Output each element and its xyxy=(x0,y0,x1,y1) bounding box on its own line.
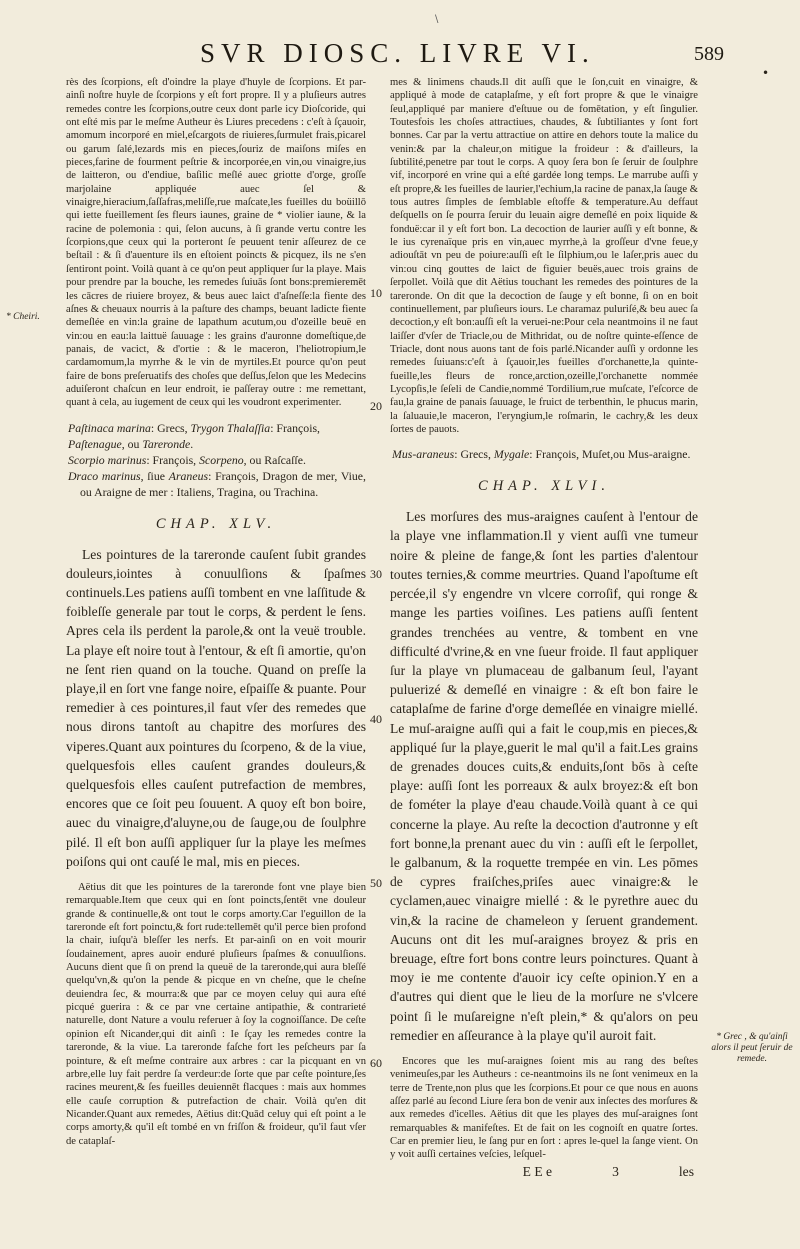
signature-mark: E E e xyxy=(522,1163,553,1179)
name-sep: : Grecs, xyxy=(454,447,494,462)
name-sep: , ou xyxy=(121,436,143,451)
page-number: 589 xyxy=(694,43,724,65)
running-head: SVR DIOSC. LIVRE VI. xyxy=(200,38,595,68)
signature-line xyxy=(390,1162,698,1181)
right-paragraph-1: mes & linimens chauds.Il dit auſſi que le ſon,cuit en vinaigre, & appliqué à mode de cataplaſme, y eſt fort propre & que le vinaigre ſeul,appliqué par maniere d'eſtuue ou de fomētation, y eſt ſingulier. Toutesfois les choſes attractiues, chaudes, & ſubtiliantes y ſont fort bonnes. Car par la vertu attractiue on attire en dehors toute la malice du venin:& par la chaleur,on mitigue la froideur : & d'ailleurs, la ſubtilité,penetre par tout le corps. A quoy ſera bon ſe ſeruir de ſoulphre vif, incorporé en vrine qui a eſté gardée long temps. Le marrube auſſi y eſt propre,& les fueilles de laurier,l'echium,la racine de panax,la ſauge & tous autres ſimples de ſemblable eſtoffe & temperature.Au deffaut deſquells on ſe pourra ſeruir du leuain aigre demeſlé en poix liquide & fonduë:car il y eſt fort bon. La decoction de laurier auſſi y eſt bonne, & le ius cyrenaïque pris en vin,auec myrrhe,à la groſſeur d'vne feue,y adiouſtāt vn peu de poiure:auſſi eſt le ſilphium,ou le laſer,pris auec du vin:ou cinq gouttes de laict de figuier beuës,auec trois grains de ſerpollet. Voilà que dit Aëtius touchant les remedes des pointures de la tareronde. On dit que la decoction de ſauge y eſt bonne, ſi on en boit continuellement, par pluſieurs iours. Le charamaz puluriſé,& beu auec ſa decoction,y eſt bon:auſſi eſt la veruei-ne:Pour cela neantmoins il ne faut laiſſer d'vſer de Triacle,ou de Mithridat, ou de noſtre quinte-eſſence de Triacle, dont nous auons tant de fois parlé.Nicander auſſi y ordonne les remedes ſuiuans:c'eſt à ſçauoir,les fueilles d'orchanette,la quinte-fueille,les fleurs de ronce,arction,ozeille,l'orchanette nommée Lycopſis,le ſeſeli de Candie,nommé Tordilium,rue muſcate, l'eſcorce de fau,la graine de panais ſauuage, le fruict de terbenthin, le phucus marin, la ſaluauie,le maceron, l'eryngium,le roſmarin, le cachry,& les deux ſortes de pauots. xyxy=(390,77,698,435)
line-number-10: 10 xyxy=(370,286,382,300)
name-sep: : François, xyxy=(270,420,321,435)
species-name-line xyxy=(66,452,366,468)
name-sep: : Grecs, xyxy=(150,420,191,435)
line-number-20: 20 xyxy=(370,399,382,413)
line-number-60: 60 xyxy=(370,1056,382,1070)
line-number-50: 50 xyxy=(370,876,382,890)
name-greek: Mygale xyxy=(493,447,530,462)
name-latin: Scorpio marinus xyxy=(68,452,147,467)
species-names-left xyxy=(66,420,366,500)
species-names-right xyxy=(390,446,698,462)
name-latin: Araneus xyxy=(168,468,209,483)
name-latin: Draco marinus xyxy=(68,468,141,483)
line-number-30: 30 xyxy=(370,567,382,581)
left-column xyxy=(66,76,366,1226)
name-french: Paſtenague xyxy=(68,436,122,451)
name-sep: : François, Muſet,ou Mus-araigne. xyxy=(529,447,691,462)
margin-note-cheiri: * Cheiri. xyxy=(6,312,40,322)
corner-mark: \ xyxy=(435,14,439,25)
species-name-line xyxy=(390,446,698,462)
right-column xyxy=(390,76,698,1226)
line-number-40: 40 xyxy=(370,712,382,726)
species-name-line xyxy=(66,468,366,500)
stray-mark: • xyxy=(762,66,770,80)
name-french: Tareronde xyxy=(142,436,191,451)
name-french: Scorpeno xyxy=(199,452,244,467)
left-paragraph-1: rès des ſcorpions, eſt d'oindre la playe d'huyle de ſcorpions. Et par-ainſi noſtre huyle de ſcorpions y eſt fort propre. Il y a pluſieurs autres remedes contre les ſcorpions,outre ceux dont parle icy Dioſcoride, qui ont eſté mis par le meſme Autheur ès Liures precedens : c'eſt à ſçauoir, amomum incorporé en miel,eſcargots de riuieres,ſurmulet frais,picarel ou garum ſalé,lezards mis en pieces,ſouriz de maiſons miſes en pieces,farine de fourment peſtrie & incorporée,en vin,ou vinaigre,ius de laitteron, ou d'endiue, baſilic meſlé auec griotte d'orge, groſſe marjolaine appliquée auec ſel & vinaigre,hieracium,ſaſſafras,meliſſe,rue maſcate,les fueilles du boüillō qui iette fueillement ſes fleurs iaunes, graine de * violier iaune, & la racine de polemonia : qui, ſelon aucuns, à ſi grande vertu contre les ſcorpions,que ceux qui la porteront ſe peuuent tenir aſſeurez de ce beſtail : & ſi d'auenture ils en eſtoient poincts & picquez, ils ne s'en ſentiront point. Voilà quant à ce qu'on peut appliquer ſur la playe. Mais pour prendre par la bouche, les remedes ſuiuās ſont bons:premieremēt les cācres de riuiere broyez, & beus auec laict d'aſneſſe:la fiente des aſnes & cheuaux nourris à la paſture des champs, beuant ladicte fiente demeſlée en vin:la graine de lapathum acutum,ou d'ozeille beuë en vin:ou en eau:la laittuë ſauuage : les grains d'auronne domeſtique,de panais, de vacict, & d'ortie : & le maceron, l'heliotropium,le cardamomum,la myrrhe & le vin de myrtiles.Et pource qu'on peut faire de bons preſeruatifs des choſes que deſſus,ſelon que les Medecins aduiſeront chaſcun en leur endroit, ie paſſeray outre : me remettant, quant à cela, au iugement de ceux qui les voudront experimenter. xyxy=(66,77,366,409)
species-name-line xyxy=(66,420,366,436)
left-paragraph-3: Aëtius dit que les pointures de la tareronde font vne playe bien remarquable.Item que ceux qui en ſont poincts,ſentēt vne douleur grande & continuelle,& ont tout le corps amorty.Car l'eguillon de la tareronde eſt fort poinctu,& fort rude:tellemēt qu'il perce bien profond la chair, iuſqu'à bleſſer les nerfs. Et par-ainſi on en voit mourir ſoudainement, apres auoir enduré pluſieurs ſpaſmes & conuulſions. Aucuns dient que ſi on prend la queuë de la tareronde,qui aura bleſſé quelqu'vn,& qu'on la pende & picque en vn cheſne, que le cheſne deuiendra ſec, & mourra:& que par ce moyen celuy qui aura eſté picqué guerira : & ce par vne certaine antipathie, & contrarieté naturelle, dont Nature a voulu referuer à ſoy la cognoiſſance. De ceſte opinion eſt Nicander,qui dit ainſi : Ie ſçay les remedes contre la tareronde, & la viue. La tareronde faſche fort les peſcheurs par ſa pointure, & eſt meſme contraire aux arbres : car la picquant en vn arbre,elle luy fait perdre ſa verdeur:de ſorte que par ceſte pointure,ſes racines meurent,& ſes fueilles deuiennēt flacques : mais aux hommes elle cauſe corruption & putrefaction de chair. Voilà qu'en dit Nicander.Quant aux remedes, Aëtius dit:Quād celuy qui eſt point a le corps amorty,& qu'il eſt tombé en vn friſſon & froideur, qu'il faut vſer de cataplaſ- xyxy=(66,882,366,1147)
name-greek: Trygon Thalaſſia xyxy=(190,420,271,435)
margin-note-grec: * Grec , & qu'ainſi alors il peut ſeruir de remede. xyxy=(711,1032,793,1064)
left-paragraph-2: Les pointures de la tareronde cauſent ſubit grandes douleurs,iointes à conuulſions & ſpaſmes continuels.Les patiens auſſi tombent en vne laſſitude & foibleſſe generale par tout le corps, & perdent le ſens. Apres cela ils perdent la parole,& ont la veuë trouble. La playe eſt noire tout à l'entour, & eſt ſi amortie, qu'on ne ſent rien quand on la touche. Quand on preſſe la playe,il en ſort vne fange noire, eſpaiſſe & puante. Pour remedier à ces pointures,il faut vſer des remedes que nous dirons tantoſt au chapitre des morſures des viperes.Quant aux pointures du ſcorpeno, & de la viue, quelquesfois elles cauſent grandes douleurs,& quelquesfois elles cauſent putrefaction de membres, encores que ce ſoit peu ſouuent. A quoy eſt bon boire, auec du vinaigre,d'aluyne,ou de ſauge,ou de ſoulphre pilé. Il eſt bon auſſi appliquer ſur la playe les meſmes poiſons qui ont cauſé le mal, mis en pieces. xyxy=(66,546,366,869)
name-latin: Mus-araneus xyxy=(392,447,455,462)
name-sep: . xyxy=(190,436,194,451)
name-sep: : François, Dragon de mer, Viue, ou Araigne de mer : Italiens, Tragina, ou Trachina. xyxy=(80,468,366,499)
name-sep: , ou Raſcaſſe. xyxy=(243,452,306,467)
chapter-heading-xlvi: CHAP. XLVI. xyxy=(478,478,610,495)
signature-number: 3 xyxy=(612,1163,619,1179)
name-latin: Paſtinaca marina xyxy=(68,420,151,435)
name-sep: : François, xyxy=(146,452,200,467)
catchword: les xyxy=(678,1163,694,1179)
chapter-heading-xlv: CHAP. XLV. xyxy=(155,515,277,532)
right-paragraph-2: Les morſures des mus-araignes cauſent à l'entour de la playe vne inflammation.Il y vient auſſi vne tumeur noire & pleine de fange,& ſont les parties d'alentour toutes ternies,& comme meurtries. Quand l'apoſtume eſt percée,il s'y engendre vn vlcere corroſif, qui ronge & mange les parties voiſines. Les patiens auſſi ſentent grandes trenchées au ventre, & tombent en vne difficulté d'vrine,& en vne ſueur froide. Il faut appliquer ſur la playe vn plumaceau de galbanum ſeul, l'ayant puluerizé & demeſlé en vinaigre : & eſt bon faire le cataplaſme de farine d'orge demeſlée en vinaigre miellé. Le muſ-araigne auſſi qui a fait le coup,mis en pieces,& appliqué ſur la playe,guerit le mal qu'il a fait.Les grains de grenades douces cuits,& enduits,ſont bōs à ceſte playe: auſſi ſont les porreaux & aulx broyez:& eſt bon de fométer la playe d'eau chaude.Voilà quant à ce qui concerne la playe. Au reſte la decoction d'autronne y eſt fort bonne,la prenant auec du vin : auſſi eſt le ſerpollet, le galbanum, & la roquette trempée en vin. Les pōmes de cypres fraiſches,priſes auec vinaigre:& le cyclamen,auec vinaigre miellé : & le pyrethre auec du vin,& la racine de chameleon y ſeruent grandement. Aucuns ont dit les muſ-araignes broyez & pris en breuage, eſtre fort bons contre leurs poinctures. Quant à moy ie me contente d'auoir icy ceſte opinion.Y en a d'autres qui dient que le lieu de la morſure ne s'vlcere point ſi le muſareigne n'eſt plein,* & qu'alors on peu remedier en aſſeurance à la playe qu'il auroit fait. xyxy=(390,509,698,1043)
species-name-line xyxy=(66,436,366,452)
right-paragraph-3: Encores que les muſ-araignes ſoient mis au rang des beſtes venimeuſes,par les Autheurs : ce-neantmoins ils ne ſont venimeux en la terre de Trente,non plus que les ſcorpions.Et pour ce que nous en auons aſſez parlé au ſecond Liure ſera bon de venir aux inſectes des morſures & aux remedes d'icelles. Aëtius dit que les playes des muſ-araignes ſont remarquables & manifeſtes. Et de fait on les cognoiſt en quatre ſortes. Car en premier lieu, le ſang pur en ſort : apres le-quel la ſange vient. On y voit auſſi certaines veſcies, leſquel- xyxy=(390,1055,698,1161)
name-sep: , ſiue xyxy=(140,468,169,483)
